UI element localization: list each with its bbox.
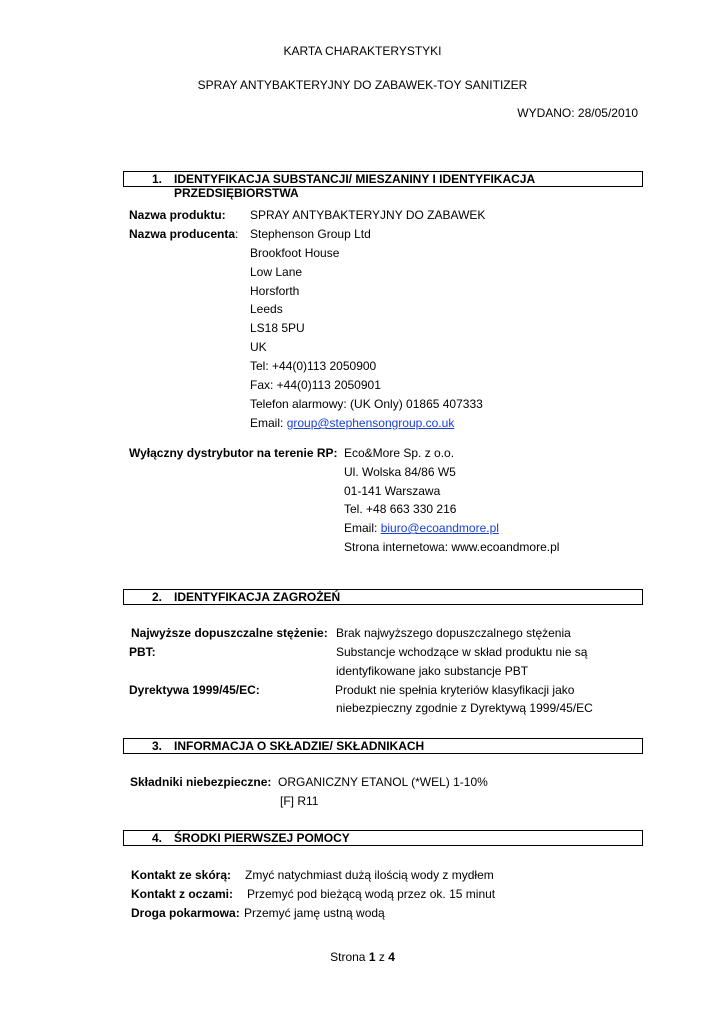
section-title: IDENTYFIKACJA ZAGROŻEŃ bbox=[174, 590, 341, 604]
skin-contact-label: Kontakt ze skórą: bbox=[131, 868, 232, 882]
document-title: KARTA CHARAKTERYSTYKI bbox=[283, 44, 442, 58]
section-3-header bbox=[123, 738, 643, 754]
distributor-line: Eco&More Sp. z o.o. bbox=[344, 446, 455, 460]
product-title: SPRAY ANTYBAKTERYJNY DO ZABAWEK-TOY SANITIZER bbox=[197, 78, 528, 92]
hazardous-ingredients-label: Składniki niebezpieczne: bbox=[130, 775, 272, 789]
producer-line: Fax: +44(0)113 2050901 bbox=[250, 378, 381, 392]
distributor-website: Strona internetowa: www.ecoandmore.pl bbox=[344, 540, 560, 554]
producer-line: Low Lane bbox=[250, 265, 303, 279]
section-title: INFORMACJA O SKŁADZIE/ SKŁADNIKACH bbox=[174, 739, 425, 753]
eye-contact-value: Przemyć pod bieżącą wodą przez ok. 15 minut bbox=[247, 887, 496, 901]
skin-contact-value: Zmyć natychmiast dużą ilością wody z mydłem bbox=[245, 868, 494, 882]
distributor-line: Ul. Wolska 84/86 W5 bbox=[344, 465, 456, 479]
page-number: Strona 1 z 4 bbox=[330, 950, 395, 964]
hazardous-ingredients-value: ORGANICZNY ETANOL (*WEL) 1-10% bbox=[278, 775, 488, 789]
producer-email-link[interactable]: group@stephensongroup.co.uk bbox=[286, 416, 455, 430]
distributor-email-line: Email: biuro@ecoandmore.pl bbox=[344, 521, 499, 535]
producer-line: Brookfoot House bbox=[250, 246, 340, 260]
pbt-value: Substancje wchodzące w skład produktu nie są bbox=[336, 645, 588, 659]
section-title: ŚRODKI PIERWSZEJ POMOCY bbox=[174, 831, 350, 845]
distributor-line: Tel. +48 663 330 216 bbox=[344, 502, 457, 516]
pbt-label: PBT: bbox=[129, 645, 156, 659]
directive-value: Produkt nie spełnia kryteriów klasyfikacji jako bbox=[335, 683, 575, 697]
producer-line: Telefon alarmowy: (UK Only) 01865 407333 bbox=[250, 397, 483, 411]
issue-date: WYDANO: 28/05/2010 bbox=[517, 106, 638, 120]
producer-line: UK bbox=[250, 340, 267, 354]
section-4-header bbox=[123, 830, 643, 846]
ingestion-value: Przemyć jamę ustną wodą bbox=[244, 906, 385, 920]
producer-email-line: Email: group@stephensongroup.co.uk bbox=[250, 416, 455, 430]
ingestion-label: Droga pokarmowa: bbox=[131, 906, 240, 920]
product-name-label: Nazwa produktu: bbox=[129, 208, 226, 222]
producer-name-label: Nazwa producenta: bbox=[129, 227, 239, 241]
producer-line: LS18 5PU bbox=[250, 321, 305, 335]
distributor-label: Wyłączny dystrybutor na terenie RP: bbox=[129, 446, 338, 460]
section-title: IDENTYFIKACJA SUBSTANCJI/ MIESZANINY I IDENTYFIKACJA PRZEDSIĘBIORSTWA bbox=[174, 172, 535, 200]
section-number: 4. bbox=[152, 831, 163, 845]
directive-label: Dyrektywa 1999/45/EC: bbox=[129, 683, 260, 697]
distributor-line: 01-141 Warszawa bbox=[344, 484, 441, 498]
section-number: 2. bbox=[152, 590, 163, 604]
section-number: 1. bbox=[152, 172, 163, 186]
section-number: 3. bbox=[152, 739, 163, 753]
eye-contact-label: Kontakt z oczami: bbox=[131, 887, 234, 901]
producer-line: Stephenson Group Ltd bbox=[250, 227, 371, 241]
max-concentration-label: Najwyższe dopuszczalne stężenie: bbox=[131, 626, 328, 640]
producer-line: Horsforth bbox=[250, 284, 300, 298]
hazardous-ingredients-value: [F] R11 bbox=[280, 794, 319, 808]
directive-value: niebezpieczny zgodnie z Dyrektywą 1999/45/EC bbox=[336, 701, 593, 715]
producer-line: Tel: +44(0)113 2050900 bbox=[250, 359, 377, 373]
product-name-value: SPRAY ANTYBAKTERYJNY DO ZABAWEK bbox=[250, 208, 486, 222]
section-1-header bbox=[123, 171, 643, 200]
distributor-email-link[interactable]: biuro@ecoandmore.pl bbox=[380, 521, 499, 535]
producer-line: Leeds bbox=[250, 302, 283, 316]
pbt-value: identyfikowane jako substancje PBT bbox=[336, 664, 529, 678]
max-concentration-value: Brak najwyższego dopuszczalnego stężenia bbox=[336, 626, 571, 640]
section-2-header bbox=[123, 589, 643, 605]
